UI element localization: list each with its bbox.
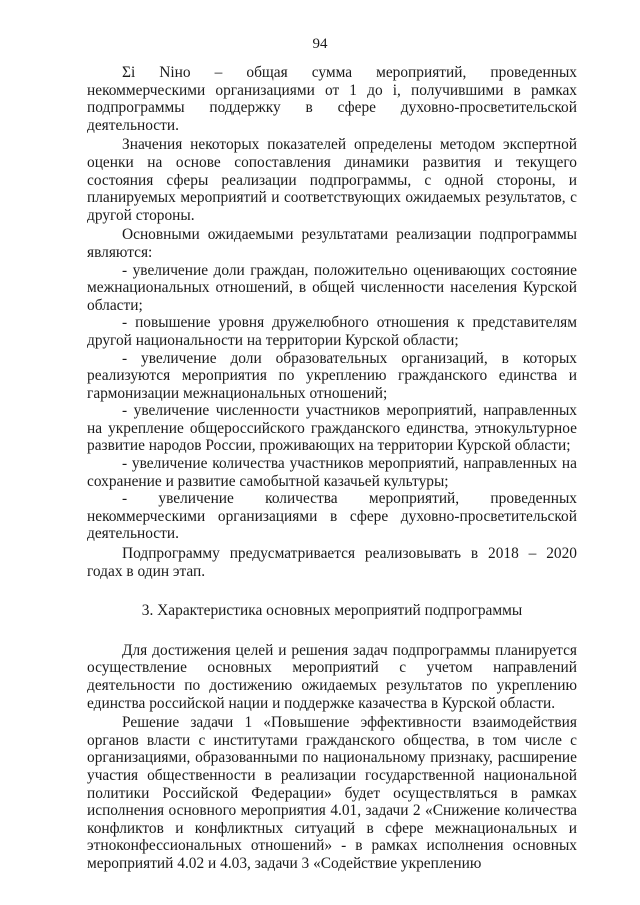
list-item-result-1: - увеличение доли граждан, положительно оценивающих состояние межнациональных отношений, в общей численности населения Курской области;	[87, 261, 577, 314]
page-number: 94	[312, 36, 328, 52]
paragraph-implementation-period: Подпрограмму предусматривается реализовывать в 2018 – 2020 годах в один этап.	[87, 545, 577, 580]
paragraph-expected-results-intro: Основными ожидаемыми результатами реализации подпрограммы являются:	[87, 226, 577, 261]
paragraph-task-solutions: Решение задачи 1 «Повышение эффективности взаимодействия органов власти с институтами гражданского общества, в том числе с организациями, образованными по национальному признаку, расширение участия общественности в реализации государственной национальной политики Российской Федерации» будет осуществляться в рамках исполнения основного мероприятия 4.01, задачи 2 «Снижение количества конфликтов и конфликтных ситуаций в сфере межнациональных и этноконфессиональных отношений» - в рамках исполнения основных мероприятий 4.02 и 4.03, задачи 3 «Содействие укреплению	[87, 714, 577, 872]
paragraph-expert-evaluation: Значения некоторых показателей определены методом экспертной оценки на основе сопоставления динамики развития и текущего состояния сферы реализации подпрограммы, с одной стороны, и планируемых мероприятий и соответствующих ожидаемых результатов, с другой стороны.	[87, 136, 577, 224]
paragraph-formula-note: Σi Niнo – общая сумма мероприятий, проведенных некоммерческими организациями от 1 до i, получившими в рамках подпрограммы поддержку в сфере духовно-просветительской деятельности.	[87, 64, 577, 134]
paragraph-goals-achievement: Для достижения целей и решения задач подпрограммы планируется осуществление основных мероприятий с учетом направлений деятельности по достижению ожидаемых результатов по укреплению единства российской нации и поддержке казачества в Курской области.	[87, 641, 577, 712]
list-item-result-3: - увеличение доли образовательных организаций, в которых реализуются мероприятия по укреплению гражданского единства и гармонизации межнациональных отношений;	[87, 349, 577, 402]
list-item-result-5: - увеличение количества участников мероприятий, направленных на сохранение и развитие самобытной казачьей культуры;	[87, 455, 577, 490]
document-body	[87, 64, 577, 873]
section-heading: 3. Характеристика основных мероприятий подпрограммы	[141, 602, 523, 620]
list-item-result-2: - повышение уровня дружелюбного отношения к представителям другой национальности на территории Курской области;	[87, 314, 577, 349]
list-item-result-6: - увеличение количества мероприятий, проведенных некоммерческими организациями в сфере духовно-просветительской деятельности.	[87, 490, 577, 543]
list-item-result-4: - увеличение численности участников мероприятий, направленных на укрепление общероссийского гражданского единства, этнокультурное развитие народов России, проживающих на территории Курской области;	[87, 402, 577, 455]
